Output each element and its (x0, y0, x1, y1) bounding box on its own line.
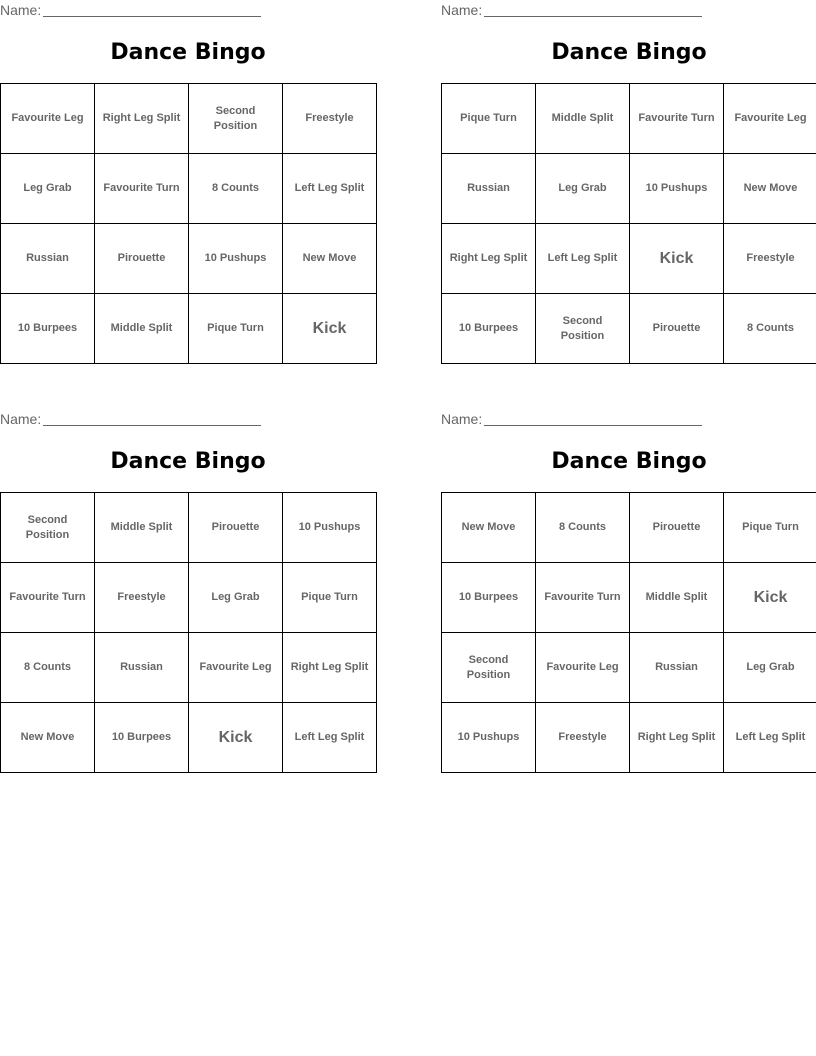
bingo-cell[interactable] (630, 224, 724, 294)
bingo-cell[interactable] (442, 703, 536, 773)
bingo-cell-label: Leg Grab (23, 182, 72, 194)
bingo-cell[interactable] (1, 563, 95, 633)
bingo-cell[interactable] (95, 84, 189, 154)
bingo-row (442, 493, 816, 563)
bingo-cell-label: Middle Split (645, 591, 708, 603)
bingo-cell[interactable] (1, 493, 95, 563)
bingo-cell-label: Left Leg Split (735, 731, 806, 743)
bingo-cell-label: Middle Split (110, 322, 173, 334)
bingo-cell[interactable] (95, 563, 189, 633)
bingo-cell-label: Favourite Turn (638, 112, 715, 124)
bingo-cell-label: Pique Turn (301, 591, 358, 603)
bingo-cell[interactable] (724, 294, 816, 364)
name-label: Name: (0, 2, 42, 18)
bingo-cell[interactable] (189, 84, 283, 154)
bingo-cell-label: Russian (26, 252, 69, 264)
bingo-cell-label: Pirouette (652, 521, 701, 533)
bingo-cell-label: Pirouette (117, 252, 166, 264)
bingo-row (442, 563, 816, 633)
bingo-cell-label: Middle Split (110, 521, 173, 533)
bingo-grid (0, 492, 377, 773)
bingo-cell[interactable] (536, 294, 630, 364)
bingo-cell-label: Middle Split (551, 112, 614, 124)
bingo-cell[interactable] (1, 294, 95, 364)
bingo-cell[interactable] (283, 224, 377, 294)
bingo-cell-label: Pirouette (211, 521, 260, 533)
bingo-row (442, 224, 816, 294)
bingo-cell[interactable] (189, 154, 283, 224)
bingo-cell-label: Favourite Leg (546, 661, 619, 673)
bingo-cell[interactable] (536, 84, 630, 154)
bingo-cell[interactable] (442, 294, 536, 364)
bingo-cell-label: Favourite Turn (9, 591, 86, 603)
bingo-cell-label: Russian (467, 182, 510, 194)
name-underline[interactable] (484, 2, 702, 17)
bingo-cell-label: Favourite Turn (544, 591, 621, 603)
bingo-grid (441, 492, 816, 773)
bingo-row (1, 703, 377, 773)
bingo-cell-label: Freestyle (117, 591, 166, 603)
bingo-cell[interactable] (1, 84, 95, 154)
bingo-cell-label: 10 Burpees (17, 322, 78, 334)
bingo-cell[interactable] (724, 224, 816, 294)
bingo-cell[interactable] (724, 493, 816, 563)
bingo-cell-label: Pique Turn (207, 322, 264, 334)
name-field[interactable] (0, 411, 261, 427)
bingo-cell-label: Freestyle (305, 112, 354, 124)
bingo-cell[interactable] (630, 633, 724, 703)
bingo-cell-label: New Move (743, 182, 798, 194)
bingo-cell[interactable] (442, 154, 536, 224)
bingo-cell[interactable] (283, 703, 377, 773)
bingo-cell-label: Left Leg Split (294, 182, 365, 194)
bingo-grid (441, 83, 816, 364)
bingo-cell-label: Second Position (213, 104, 258, 132)
bingo-row (442, 154, 816, 224)
bingo-cell[interactable] (1, 154, 95, 224)
bingo-cell[interactable] (442, 493, 536, 563)
bingo-cell-label: 10 Pushups (204, 252, 267, 264)
bingo-cell-label: Russian (120, 661, 163, 673)
bingo-row (442, 84, 816, 154)
bingo-cell[interactable] (442, 563, 536, 633)
bingo-cell-label: Favourite Turn (103, 182, 180, 194)
bingo-cell[interactable] (536, 493, 630, 563)
bingo-cell[interactable] (189, 224, 283, 294)
bingo-cell[interactable] (189, 633, 283, 703)
bingo-cell-label: Second Position (560, 314, 605, 342)
bingo-cell-label: Second Position (25, 513, 70, 541)
bingo-cell[interactable] (95, 703, 189, 773)
name-label: Name: (441, 2, 483, 18)
bingo-cell[interactable] (283, 294, 377, 364)
bingo-cell[interactable] (283, 493, 377, 563)
bingo-cell-label: Pirouette (652, 322, 701, 334)
bingo-cell[interactable] (95, 493, 189, 563)
bingo-cell[interactable] (189, 703, 283, 773)
bingo-cell-label: Favourite Leg (199, 661, 272, 673)
bingo-cell-label: 10 Pushups (457, 731, 520, 743)
bingo-cell-label: Right Leg Split (102, 112, 181, 124)
bingo-cell-label: Pique Turn (742, 521, 799, 533)
name-label: Name: (0, 411, 42, 427)
bingo-cell-label: 8 Counts (746, 322, 795, 334)
name-label: Name: (441, 411, 483, 427)
bingo-cell-label: 10 Pushups (298, 521, 361, 533)
bingo-cell[interactable] (724, 703, 816, 773)
bingo-row (1, 563, 377, 633)
bingo-cell-label: Freestyle (746, 252, 795, 264)
bingo-cell[interactable] (536, 703, 630, 773)
bingo-cell[interactable] (630, 294, 724, 364)
bingo-cell[interactable] (189, 563, 283, 633)
bingo-cell-label: 8 Counts (211, 182, 260, 194)
bingo-cell-label: Favourite Leg (11, 112, 84, 124)
bingo-cell[interactable] (724, 84, 816, 154)
bingo-cell-label: 10 Burpees (458, 322, 519, 334)
bingo-cell[interactable] (536, 633, 630, 703)
bingo-cell[interactable] (283, 154, 377, 224)
bingo-cell-label: Right Leg Split (290, 661, 369, 673)
bingo-cell-label: Leg Grab (558, 182, 607, 194)
card-title: Dance Bingo (551, 40, 707, 65)
name-field[interactable] (441, 411, 702, 427)
card-title: Dance Bingo (110, 40, 266, 65)
bingo-cell-label: Kick (753, 589, 788, 606)
bingo-cell-label: New Move (20, 731, 75, 743)
name-field[interactable] (0, 2, 261, 18)
bingo-cell[interactable] (442, 224, 536, 294)
bingo-cell[interactable] (724, 563, 816, 633)
bingo-cell[interactable] (536, 154, 630, 224)
card-title: Dance Bingo (110, 449, 266, 474)
bingo-cell-label: Pique Turn (460, 112, 517, 124)
bingo-cell-label: Right Leg Split (637, 731, 716, 743)
bingo-cell-label: New Move (302, 252, 357, 264)
bingo-row (1, 154, 377, 224)
bingo-cell[interactable] (442, 633, 536, 703)
bingo-cell-label: Left Leg Split (294, 731, 365, 743)
bingo-cell[interactable] (1, 633, 95, 703)
bingo-cell[interactable] (95, 633, 189, 703)
bingo-cell[interactable] (95, 224, 189, 294)
card-title: Dance Bingo (551, 449, 707, 474)
bingo-cell[interactable] (630, 703, 724, 773)
bingo-cell-label: Kick (312, 320, 347, 337)
bingo-cell[interactable] (724, 633, 816, 703)
name-underline[interactable] (43, 2, 261, 17)
bingo-cell[interactable] (189, 294, 283, 364)
bingo-cell-label: 10 Pushups (645, 182, 708, 194)
bingo-cell[interactable] (95, 294, 189, 364)
bingo-cell[interactable] (283, 84, 377, 154)
bingo-row (1, 633, 377, 703)
bingo-grid (0, 83, 377, 364)
bingo-cell-label: Leg Grab (211, 591, 260, 603)
bingo-cell[interactable] (283, 633, 377, 703)
bingo-row (1, 294, 377, 364)
bingo-row (1, 224, 377, 294)
bingo-cell[interactable] (536, 224, 630, 294)
bingo-cell-label: Second Position (466, 653, 511, 681)
bingo-cell-label: Leg Grab (746, 661, 795, 673)
name-field[interactable] (441, 2, 702, 18)
bingo-row (1, 84, 377, 154)
name-underline[interactable] (484, 411, 702, 426)
bingo-cell-label: Kick (659, 250, 694, 267)
bingo-row (1, 493, 377, 563)
bingo-cell[interactable] (630, 563, 724, 633)
bingo-cell[interactable] (442, 84, 536, 154)
bingo-cell[interactable] (630, 154, 724, 224)
bingo-cell-label: Kick (218, 729, 253, 746)
bingo-cell-label: Freestyle (558, 731, 607, 743)
bingo-row (442, 294, 816, 364)
bingo-cell-label: 8 Counts (23, 661, 72, 673)
bingo-cell-label: 10 Burpees (458, 591, 519, 603)
bingo-cell[interactable] (1, 703, 95, 773)
bingo-cell-label: Russian (655, 661, 698, 673)
bingo-cell[interactable] (189, 493, 283, 563)
bingo-cell[interactable] (536, 563, 630, 633)
bingo-cell[interactable] (724, 154, 816, 224)
name-underline[interactable] (43, 411, 261, 426)
bingo-row (442, 703, 816, 773)
bingo-cell-label: 8 Counts (558, 521, 607, 533)
bingo-cell[interactable] (630, 493, 724, 563)
bingo-cell-label: 10 Burpees (111, 731, 172, 743)
bingo-cell[interactable] (283, 563, 377, 633)
bingo-cell[interactable] (1, 224, 95, 294)
bingo-cell-label: Favourite Leg (734, 112, 807, 124)
bingo-cell[interactable] (630, 84, 724, 154)
bingo-cell-label: Left Leg Split (547, 252, 618, 264)
bingo-cell[interactable] (95, 154, 189, 224)
bingo-row (442, 633, 816, 703)
bingo-cell-label: Right Leg Split (449, 252, 528, 264)
bingo-cell-label: New Move (461, 521, 516, 533)
